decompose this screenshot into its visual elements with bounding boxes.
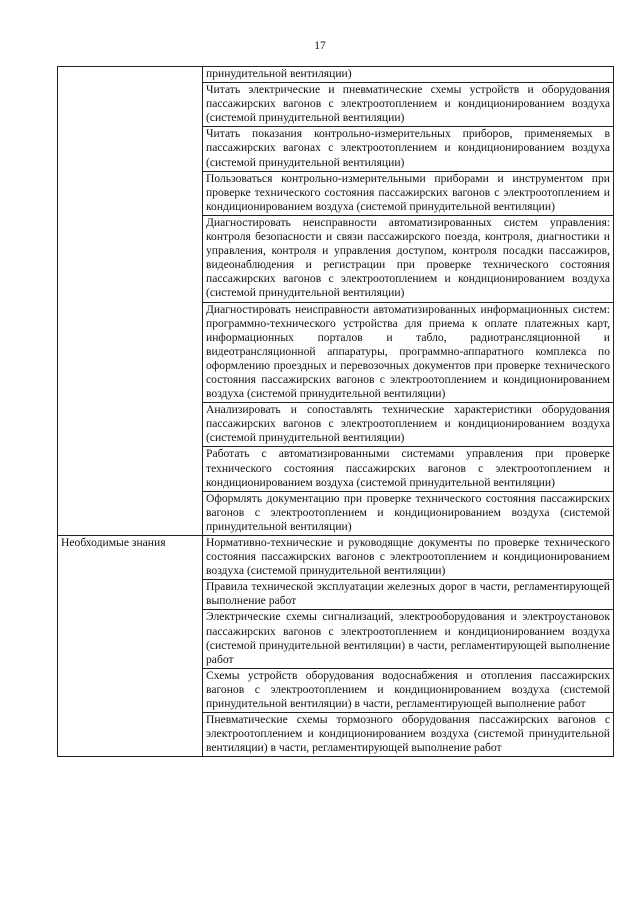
requirement-cell: Правила технической эксплуатации железных дорог в части, регламентирующей выполнение работ bbox=[203, 580, 614, 610]
page-number: 17 bbox=[314, 40, 326, 52]
requirement-cell: Диагностировать неисправности автоматизированных систем управления: контроля безопасности и связи пассажирского поезда, контроля, диагностики и управления, контроля и управления доступом, контроля посадки пассажиров, видеонаблюдения и регистрации при проверке технического состояния пассажирских вагонов с электроотоплением и кондиционированием воздуха (системой принудительной вентиляции) bbox=[203, 215, 614, 302]
table-row bbox=[58, 536, 614, 580]
table-row bbox=[58, 67, 614, 83]
section-label-cell: Необходимые знания bbox=[58, 536, 203, 757]
requirement-cell: Нормативно-технические и руководящие документы по проверке технического состояния пассажирских вагонов с электроотоплением и кондиционированием воздуха (системой принудительной вентиляции) bbox=[203, 536, 614, 580]
requirement-cell: Диагностировать неисправности автоматизированных информационных систем: программно-технического устройства для приема к оплате платежных карт, информационных порталов и табло, радиотрансляционной и видеотрансляционной аппаратуры, программно-аппаратного комплекса по оформлению проездных и перевозочных документов при проверке технического состояния пассажирских вагонов с электроотоплением и кондиционированием воздуха (системой принудительной вентиляции) bbox=[203, 302, 614, 403]
requirement-cell: Схемы устройств оборудования водоснабжения и отопления пассажирских вагонов с электроотоплением и кондиционированием воздуха (системой принудительной вентиляции) в части, регламентирующей выполнение работ bbox=[203, 668, 614, 712]
requirement-cell: Читать показания контрольно-измерительных приборов, применяемых в пассажирских вагонах с электроотоплением и кондиционированием воздуха (системой принудительной вентиляции) bbox=[203, 127, 614, 171]
requirements-table bbox=[57, 66, 614, 757]
requirement-cell: Анализировать и сопоставлять технические характеристики оборудования пассажирских вагонов с электроотоплением и кондиционированием воздуха (системой принудительной вентиляции) bbox=[203, 403, 614, 447]
requirement-cell: Оформлять документацию при проверке технического состояния пассажирских вагонов с электроотоплением и кондиционированием воздуха (системой принудительной вентиляции) bbox=[203, 491, 614, 535]
requirement-cell: принудительной вентиляции) bbox=[203, 67, 614, 83]
section-label-cell bbox=[58, 67, 203, 536]
requirement-cell: Читать электрические и пневматические схемы устройств и оборудования пассажирских вагонов с электроотоплением и кондиционированием воздуха (системой принудительной вентиляции) bbox=[203, 83, 614, 127]
requirement-cell: Электрические схемы сигнализаций, электрооборудования и электроустановок пассажирских вагонов с электроотоплением и кондиционированием воздуха (системой принудительной вентиляции) в части, регламентирующей выполнение работ bbox=[203, 610, 614, 668]
requirement-cell: Пользоваться контрольно-измерительными приборами и инструментом при проверке технического состояния пассажирских вагонов с электроотоплением и кондиционированием воздуха (системой принудительной вентиляции) bbox=[203, 171, 614, 215]
requirement-cell: Пневматические схемы тормозного оборудования пассажирских вагонов с электроотоплением и кондиционированием воздуха (системой принудительной вентиляции) в части, регламентирующей выполнение работ bbox=[203, 713, 614, 757]
requirement-cell: Работать с автоматизированными системами управления при проверке технического состояния пассажирских вагонов с электроотоплением и кондиционированием воздуха (системой принудительной вентиляции) bbox=[203, 447, 614, 491]
